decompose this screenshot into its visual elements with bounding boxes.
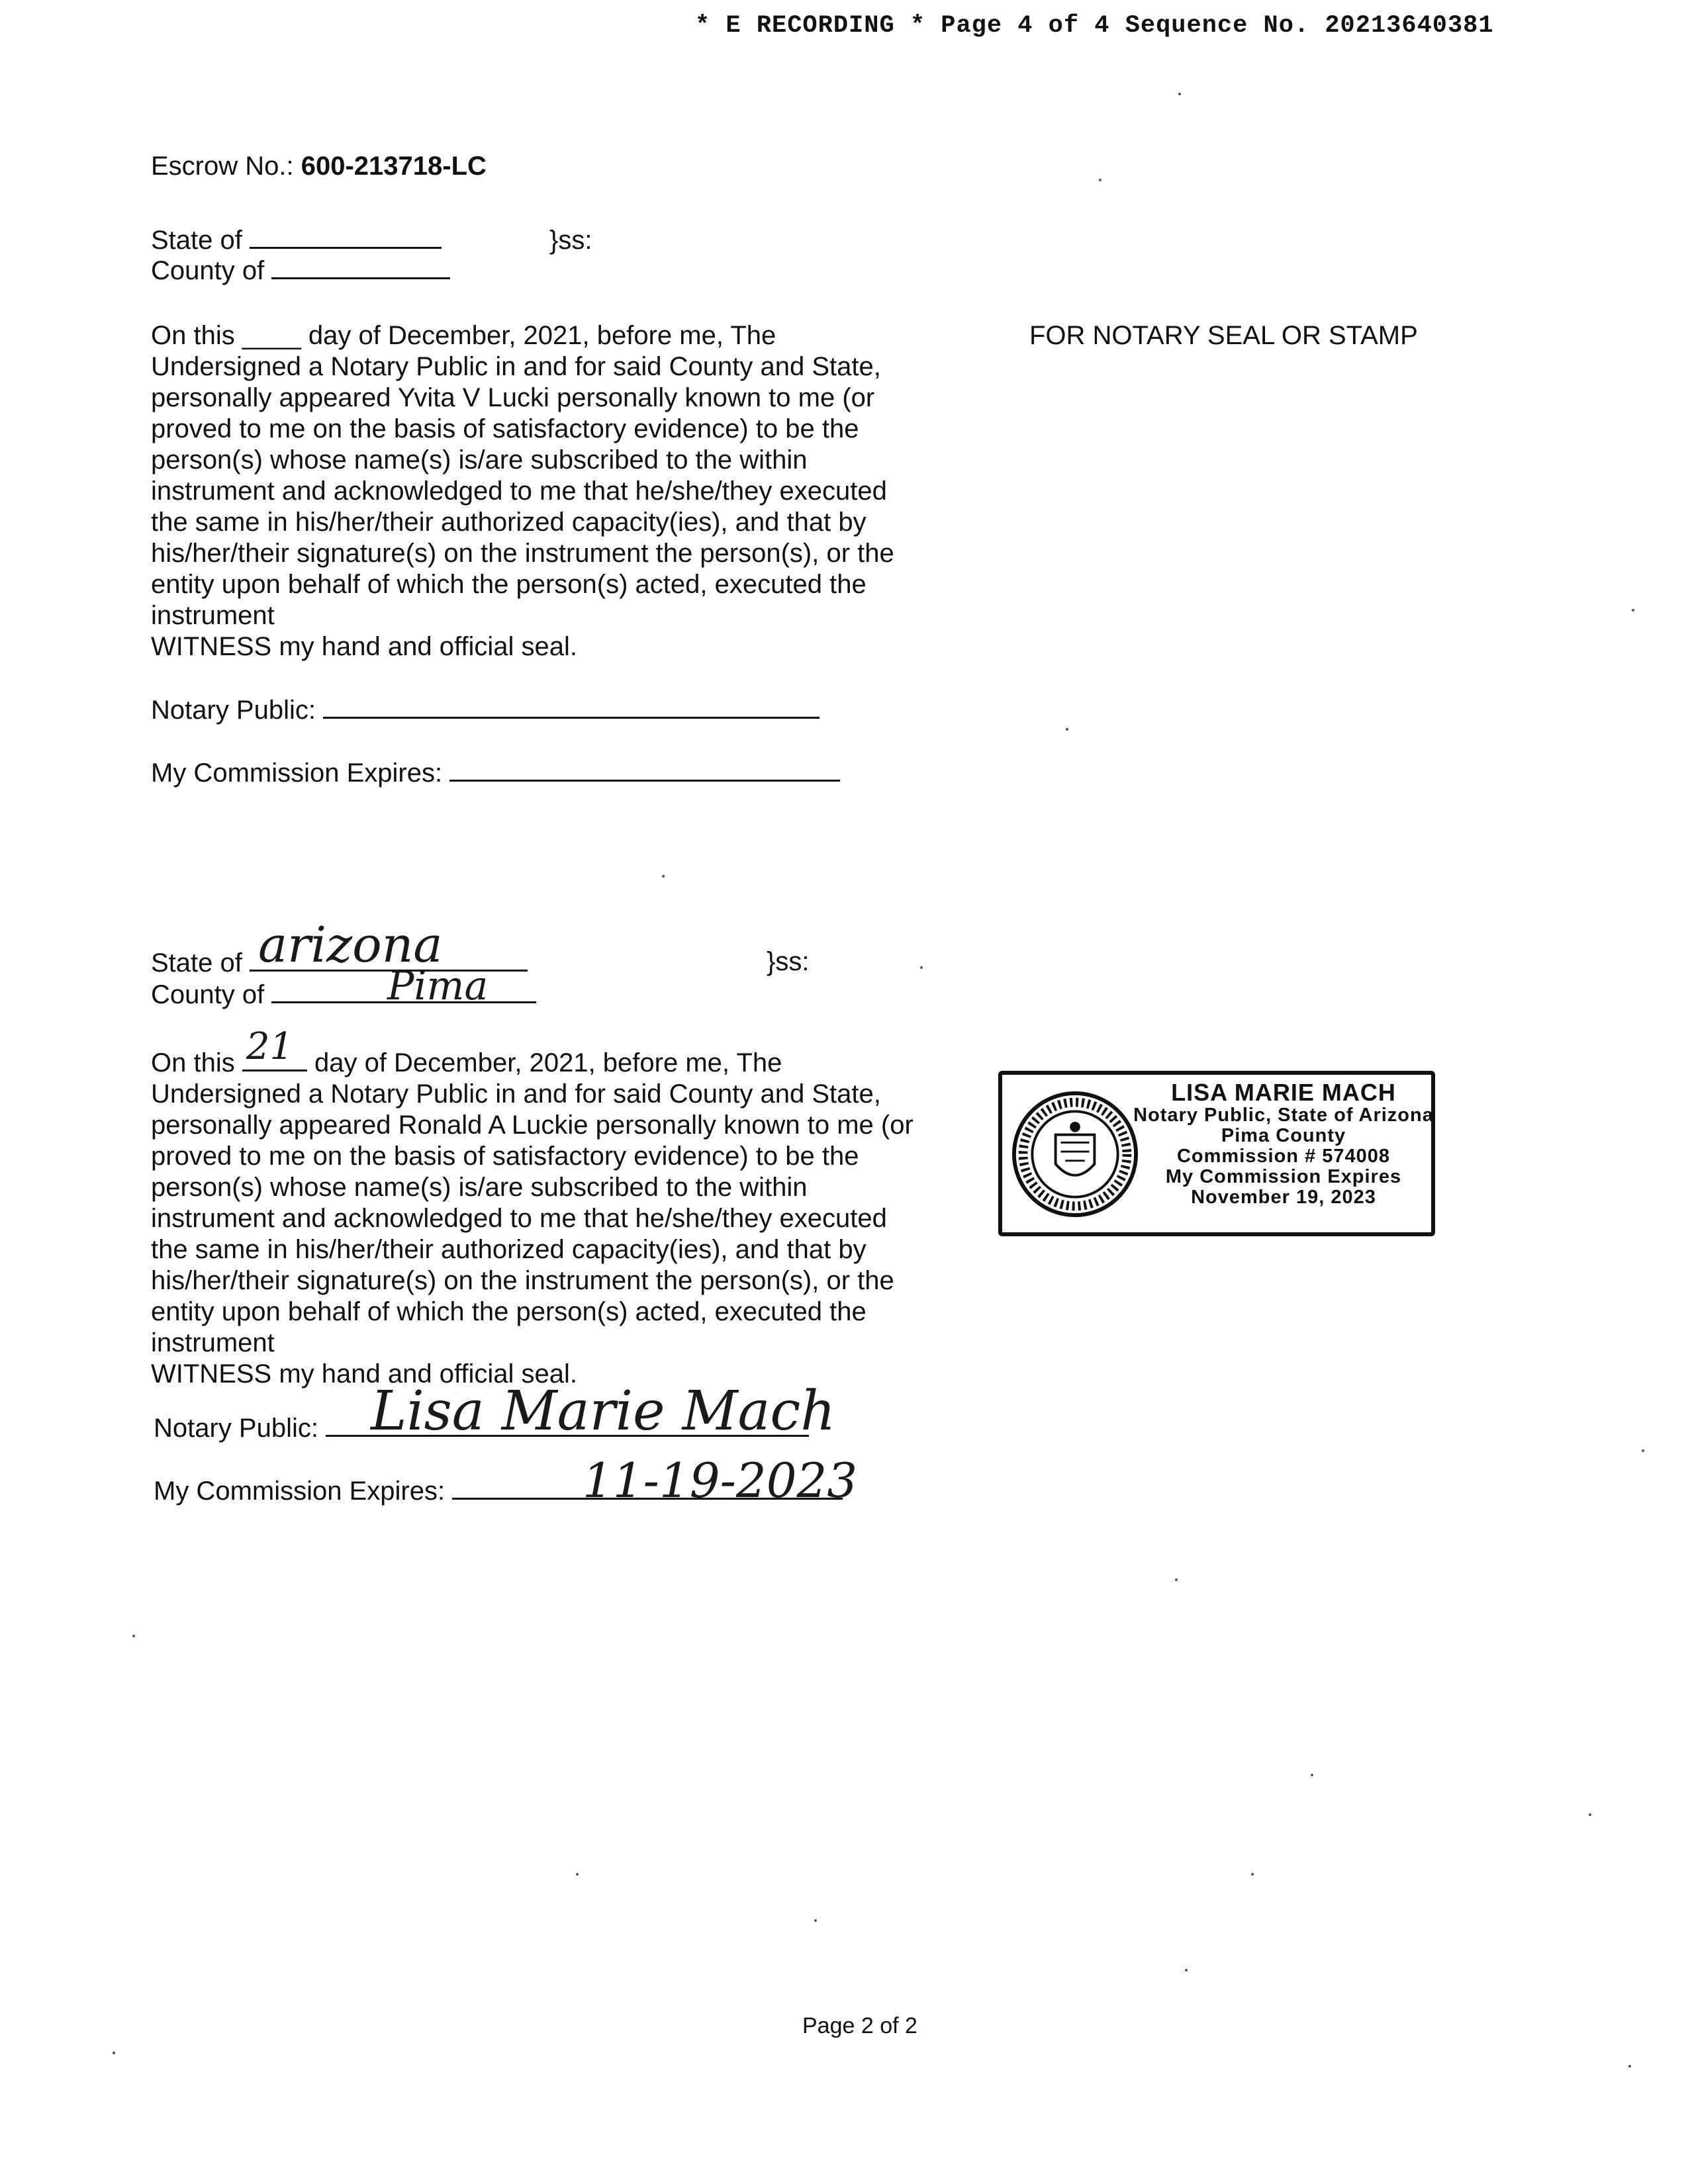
notary-stamp — [998, 1071, 1435, 1236]
scan-speck — [1178, 93, 1181, 95]
block2-para-line: WITNESS my hand and official seal. — [151, 1359, 577, 1388]
stamp-name: LISA MARIE MACH — [1171, 1079, 1396, 1106]
block2-para-first-line — [151, 1025, 914, 1079]
scan-speck — [132, 1635, 135, 1637]
block1-para-line: proved to me on the basis of satisfactory evidence) to be the — [151, 414, 859, 443]
stamp-text — [1131, 1080, 1436, 1208]
stamp-line: My Commission Expires — [1165, 1166, 1402, 1187]
block2-paragraph — [151, 1025, 914, 1390]
stamp-line: Notary Public, State of Arizona — [1133, 1105, 1434, 1126]
recording-header: * E RECORDING * Page 4 of 4 Sequence No. 20213640381 — [695, 12, 1494, 40]
block1-para-line: instrument — [151, 601, 275, 630]
block1-ss: }ss: — [549, 226, 592, 255]
block2-day-handwritten: 21 — [246, 1025, 294, 1068]
block1-para-line: person(s) whose name(s) is/are subscribed to the within — [151, 445, 808, 475]
page-footer: Page 2 of 2 — [802, 2013, 917, 2038]
scan-speck — [920, 966, 923, 969]
block2-para-line: his/her/their signature(s) on the instrument the person(s), or the — [151, 1266, 894, 1295]
block2-commission-handwritten: 11-19-2023 — [583, 1453, 858, 1508]
block1-county-line — [151, 255, 450, 287]
block2-para-line: person(s) whose name(s) is/are subscribed to the within — [151, 1173, 808, 1202]
block1-notary-blank — [323, 717, 820, 719]
state-seal-icon — [1010, 1089, 1140, 1219]
block2-para-line: personally appeared Ronald A Luckie personally known to me (or — [151, 1111, 914, 1140]
scan-speck — [1175, 1578, 1178, 1581]
block2-state-handwritten: arizona — [258, 917, 443, 974]
block1-commission-blank — [449, 780, 840, 782]
block2-para-line: the same in his/her/their authorized capacity(ies), and that by — [151, 1235, 867, 1264]
block1-para-line: personally appeared Yvita V Lucki personally known to me (or — [151, 383, 875, 412]
scan-speck — [576, 1873, 579, 1876]
scan-speck — [1251, 1873, 1254, 1876]
block2-para-line: instrument and acknowledged to me that he/she/they executed — [151, 1204, 887, 1233]
notary-signature: Lisa Marie Mach — [371, 1380, 836, 1443]
block1-commission-line — [151, 758, 840, 789]
block2-para-line: entity upon behalf of which the person(s) acted, executed the — [151, 1297, 867, 1326]
block1-paragraph — [151, 320, 894, 662]
block1-para-line: On this ____ day of December, 2021, before me, The — [151, 321, 776, 350]
block1-state-line — [151, 225, 442, 256]
notary-seal-placeholder: FOR NOTARY SEAL OR STAMP — [1029, 321, 1418, 350]
block2-day-blank — [242, 1025, 307, 1071]
stamp-line: Pima County — [1221, 1125, 1346, 1146]
block1-para-line: entity upon behalf of which the person(s) acted, executed the — [151, 570, 867, 599]
scan-speck — [662, 875, 665, 878]
block2-state-label: State of — [151, 948, 242, 978]
stamp-line: November 19, 2023 — [1191, 1187, 1376, 1208]
block1-notary-label: Notary Public: — [151, 696, 316, 725]
block1-notary-line — [151, 695, 820, 726]
block2-county-label: County of — [151, 980, 265, 1009]
escrow-number: 600-213718-LC — [301, 152, 487, 181]
block2-ss: }ss: — [767, 947, 810, 976]
block1-county-label: County of — [151, 256, 265, 285]
scan-speck — [814, 1919, 817, 1922]
block2-notary-label: Notary Public: — [154, 1414, 318, 1443]
block2-para-suffix: day of December, 2021, before me, The — [314, 1048, 782, 1077]
block1-para-line: his/her/their signature(s) on the instrument the person(s), or the — [151, 539, 894, 568]
block2-commission-label: My Commission Expires: — [154, 1477, 445, 1506]
block2-para-line: Undersigned a Notary Public in and for said County and State, — [151, 1079, 881, 1109]
block1-para-line: the same in his/her/their authorized capacity(ies), and that by — [151, 508, 867, 537]
scan-speck — [1099, 179, 1102, 181]
block2-para-prefix: On this — [151, 1048, 235, 1077]
escrow-line — [151, 151, 487, 182]
scan-speck — [113, 2052, 115, 2054]
block1-para-line: instrument and acknowledged to me that he/she/they executed — [151, 477, 887, 506]
block2-para-line: instrument — [151, 1328, 275, 1357]
block1-para-line: Undersigned a Notary Public in and for said County and State, — [151, 352, 881, 381]
block2-county-handwritten: Pima — [387, 963, 489, 1009]
scan-speck — [1311, 1774, 1313, 1776]
stamp-line: Commission # 574008 — [1176, 1146, 1391, 1167]
scan-speck — [1589, 1813, 1591, 1816]
block1-commission-label: My Commission Expires: — [151, 758, 443, 788]
scan-speck — [1632, 609, 1634, 612]
scan-speck — [1066, 728, 1068, 731]
block1-county-blank — [271, 277, 450, 279]
escrow-label: Escrow No.: — [151, 152, 294, 181]
scan-speck — [1628, 2065, 1631, 2068]
scan-speck — [1185, 1969, 1188, 1972]
block2-para-line: proved to me on the basis of satisfactory evidence) to be the — [151, 1142, 859, 1171]
block1-state-label: State of — [151, 226, 242, 255]
block1-state-blank — [250, 247, 442, 249]
scan-speck — [1642, 1449, 1644, 1452]
block1-para-line: WITNESS my hand and official seal. — [151, 632, 577, 661]
